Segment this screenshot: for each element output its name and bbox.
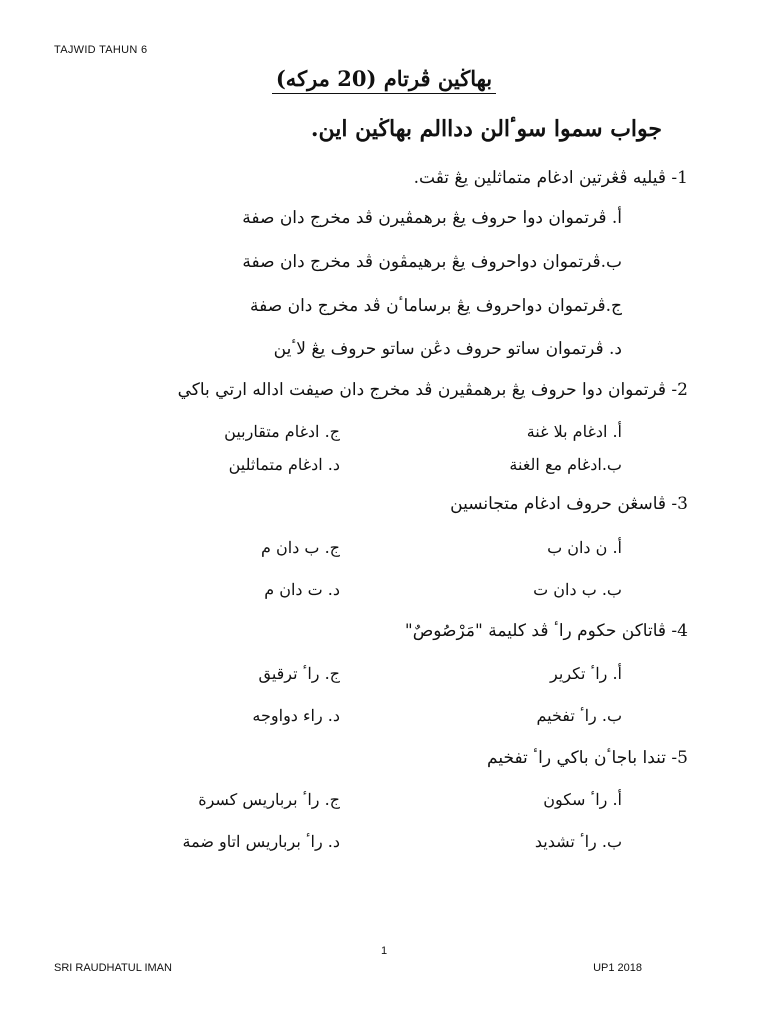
- question-4-option-b: ب. راٴ تفخيم: [536, 706, 622, 725]
- footer-exam-code: UP1 2018: [593, 962, 642, 974]
- question-3-option-c: ج. ب دان م: [261, 538, 340, 557]
- question-1-option-b: ب.ڤرتموان دواحروف يڠ برهيمڤون ڤد مخرج دان صفة: [242, 252, 622, 272]
- question-5-option-c: ج. راٴ برباريس كسرة: [198, 790, 340, 809]
- instruction: جواب سموا سوٴالن دداالم بهاڬين اين.: [310, 116, 662, 142]
- question-3-option-d: د. ت دان م: [264, 580, 340, 599]
- question-2-option-d: د. ادغام متماثلين: [228, 455, 340, 474]
- question-1-option-d: د. ڤرتموان ساتو حروف دڠن ساتو حروف يڠ لاٴين: [273, 339, 622, 359]
- question-2-option-c: ج. ادغام متقاربين: [224, 422, 340, 441]
- section-title: [0, 66, 768, 94]
- question-5-option-b: ب. راٴ تشديد: [534, 832, 622, 851]
- subject-header: TAJWID TAHUN 6: [54, 44, 148, 56]
- section-title-text: بهاڬين ڤرتام (20 مركه): [272, 66, 496, 94]
- question-2-option-b: ب.ادغام مع الغنة: [509, 455, 622, 474]
- question-2-option-a: أ. ادغام بلا غنة: [526, 422, 622, 441]
- question-3-stem: 3- ڤاسڠن حروف ادغام متجانسين: [450, 494, 688, 514]
- question-3-option-a: أ. ن دان ب: [547, 538, 622, 557]
- question-5-stem: 5- تندا باجاٴن باكي راٴ تفخيم: [487, 748, 688, 768]
- question-3-option-b: ب. ب دان ت: [533, 580, 622, 599]
- question-1-option-a: أ. ڤرتموان دوا حروف يڠ برهمڤيرن ڤد مخرج دان صفة: [242, 208, 622, 228]
- question-4-option-d: د. راء دواوجه: [252, 706, 340, 725]
- question-1-option-c: ج.ڤرتموان دواحروف يڠ برساماٴن ڤد مخرج دان صفة: [250, 296, 622, 316]
- question-5-option-a: أ. راٴ سكون: [543, 790, 622, 809]
- question-4-option-a: أ. راٴ تكرير: [550, 664, 622, 683]
- question-5-option-d: د. راٴ برباريس اتاو ضمة: [182, 832, 340, 851]
- question-1-stem: 1- ڤيليه ڤڠرتين ادغام متماثلين يڠ تڤت.: [413, 168, 688, 188]
- question-4-option-c: ج. راٴ ترقيق: [258, 664, 340, 683]
- question-2-stem: 2- ڤرتموان دوا حروف يڠ برهمڤيرن ڤد مخرج دان صيفت اداله ارتي باكي: [177, 380, 688, 400]
- page-number: 1: [380, 945, 388, 957]
- question-4-stem: 4- ڤاتاكن حكوم راٴ ڤد كليمة "مَرْصُوصٌ": [404, 621, 688, 641]
- footer-school-name: SRI RAUDHATUL IMAN: [54, 962, 172, 974]
